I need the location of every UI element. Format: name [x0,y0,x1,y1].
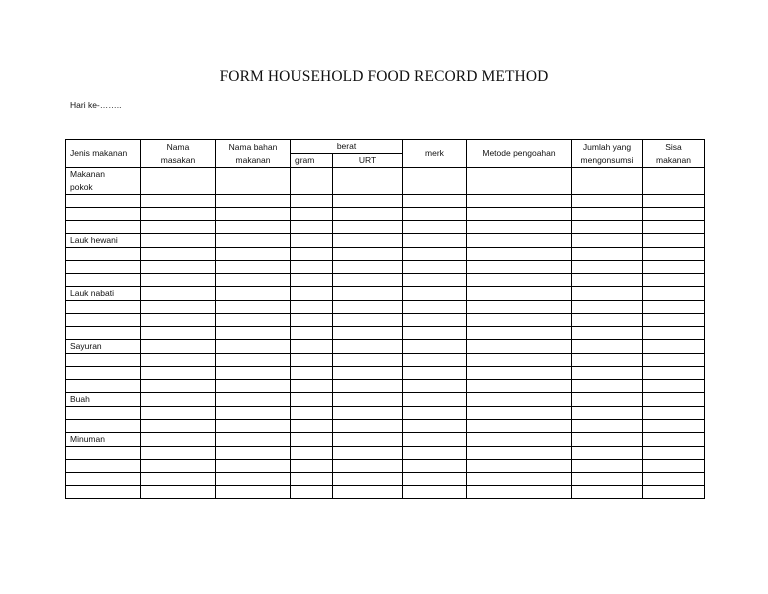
table-cell[interactable] [66,354,141,367]
table-cell[interactable] [333,420,403,433]
table-row [66,433,705,447]
table-cell[interactable] [572,340,643,354]
table-cell[interactable] [66,221,141,234]
table-cell[interactable] [141,420,216,433]
table-row [66,234,705,248]
table-cell[interactable] [333,208,403,221]
table-cell[interactable] [403,221,467,234]
table-cell[interactable] [467,248,572,261]
table-cell[interactable] [572,420,643,433]
table-cell[interactable] [141,327,216,340]
table-cell[interactable] [141,274,216,287]
table-cell[interactable] [291,261,333,274]
table-cell[interactable] [643,407,705,420]
table-cell[interactable] [467,354,572,367]
category-lauk-nabati: Lauk nabati [66,287,141,301]
header-nama-masakan: Nama masakan [141,140,216,168]
table-row [66,367,705,380]
table-cell[interactable] [66,274,141,287]
table-cell[interactable] [467,234,572,248]
table-cell[interactable] [467,433,572,447]
table-cell[interactable] [467,407,572,420]
table-cell[interactable] [467,314,572,327]
table-row [66,287,705,301]
table-cell[interactable] [333,340,403,354]
table-cell[interactable] [403,327,467,340]
table-cell[interactable] [216,393,291,407]
table-cell[interactable] [291,460,333,473]
table-cell[interactable] [467,460,572,473]
table-cell[interactable] [66,486,141,499]
table-cell[interactable] [403,447,467,460]
table-cell[interactable] [66,261,141,274]
table-cell[interactable] [572,380,643,393]
table-row [66,354,705,367]
table-cell[interactable] [141,407,216,420]
table-cell[interactable] [572,287,643,301]
table-cell[interactable] [216,473,291,486]
table-cell[interactable] [141,447,216,460]
table-cell[interactable] [643,208,705,221]
table-cell[interactable] [467,168,572,195]
header-gram: gram [291,154,333,168]
table-cell[interactable] [572,367,643,380]
table-cell[interactable] [66,301,141,314]
table-row [66,168,705,195]
table-cell[interactable] [572,274,643,287]
table-cell[interactable] [66,248,141,261]
table-cell[interactable] [333,274,403,287]
table-cell[interactable] [291,287,333,301]
table-cell[interactable] [643,367,705,380]
table-cell[interactable] [403,367,467,380]
table-cell[interactable] [141,248,216,261]
table-cell[interactable] [141,367,216,380]
table-cell[interactable] [403,354,467,367]
table-cell[interactable] [643,248,705,261]
table-cell[interactable] [66,367,141,380]
table-row [66,195,705,208]
table-cell[interactable] [403,473,467,486]
category-buah: Buah [66,393,141,407]
table-cell[interactable] [643,433,705,447]
table-cell[interactable] [333,234,403,248]
table-cell[interactable] [291,486,333,499]
table-cell[interactable] [66,420,141,433]
table-cell[interactable] [66,195,141,208]
header-merk: merk [403,140,467,168]
header-urt: URT [333,154,403,168]
table-cell[interactable] [333,168,403,195]
table-cell[interactable] [333,327,403,340]
table-cell[interactable] [467,367,572,380]
table-cell[interactable] [141,287,216,301]
table-cell[interactable] [141,195,216,208]
table-cell[interactable] [643,221,705,234]
table-row [66,274,705,287]
table-cell[interactable] [403,460,467,473]
table-cell[interactable] [467,380,572,393]
food-record-table [65,139,705,499]
table-cell[interactable] [216,367,291,380]
header-sisa-makanan: Sisa makanan [643,140,705,168]
table-cell[interactable] [291,301,333,314]
table-row [66,314,705,327]
table-cell[interactable] [291,168,333,195]
table-cell[interactable] [216,447,291,460]
header-jumlah-mengonsumsi: Jumlah yang mengonsumsi [572,140,643,168]
table-cell[interactable] [141,460,216,473]
table-cell[interactable] [467,274,572,287]
table-cell[interactable] [467,261,572,274]
table-cell[interactable] [403,433,467,447]
table-cell[interactable] [141,380,216,393]
table-cell[interactable] [643,340,705,354]
table-cell[interactable] [216,380,291,393]
table-cell[interactable] [403,208,467,221]
table-cell[interactable] [467,327,572,340]
table-cell[interactable] [333,287,403,301]
table-cell[interactable] [216,168,291,195]
table-cell[interactable] [216,340,291,354]
table-row [66,380,705,393]
table-cell[interactable] [216,407,291,420]
table-cell[interactable] [66,208,141,221]
table-cell[interactable] [291,314,333,327]
table-cell[interactable] [643,447,705,460]
table-cell[interactable] [216,327,291,340]
table-cell[interactable] [291,248,333,261]
table-row [66,327,705,340]
table-cell[interactable] [467,486,572,499]
table-cell[interactable] [291,433,333,447]
table-cell[interactable] [291,340,333,354]
table-cell[interactable] [216,261,291,274]
table-cell[interactable] [467,221,572,234]
table-cell[interactable] [216,208,291,221]
table-cell[interactable] [403,340,467,354]
table-cell[interactable] [141,301,216,314]
header-jenis-makanan: Jenis makanan [66,140,141,168]
table-cell[interactable] [333,433,403,447]
table-cell[interactable] [333,460,403,473]
table-cell[interactable] [333,367,403,380]
table-cell[interactable] [403,301,467,314]
table-cell[interactable] [141,234,216,248]
table-cell[interactable] [572,473,643,486]
category-lauk-hewani: Lauk hewani [66,234,141,248]
table-cell[interactable] [403,261,467,274]
header-metode-pengolahan: Metode pengoahan [467,140,572,168]
table-cell[interactable] [141,168,216,195]
table-cell[interactable] [572,195,643,208]
table-cell[interactable] [643,195,705,208]
table-cell[interactable] [403,420,467,433]
table-cell[interactable] [643,354,705,367]
table-cell[interactable] [291,208,333,221]
table-cell[interactable] [66,447,141,460]
table-cell[interactable] [291,274,333,287]
table-cell[interactable] [403,407,467,420]
table-cell[interactable] [216,354,291,367]
table-cell[interactable] [291,420,333,433]
table-cell[interactable] [216,195,291,208]
table-cell[interactable] [333,248,403,261]
table-cell[interactable] [467,420,572,433]
table-cell[interactable] [572,460,643,473]
table-cell[interactable] [141,486,216,499]
table-cell[interactable] [216,234,291,248]
table-cell[interactable] [403,195,467,208]
table-cell[interactable] [572,301,643,314]
table-cell[interactable] [333,354,403,367]
table-cell[interactable] [333,221,403,234]
table-cell[interactable] [216,314,291,327]
table-cell[interactable] [291,195,333,208]
table-cell[interactable] [572,208,643,221]
table-cell[interactable] [333,195,403,208]
table-cell[interactable] [333,407,403,420]
table-cell[interactable] [141,221,216,234]
table-cell[interactable] [572,261,643,274]
table-row [66,420,705,433]
table-cell[interactable] [333,393,403,407]
table-cell[interactable] [333,314,403,327]
table-cell[interactable] [66,314,141,327]
table-cell[interactable] [572,314,643,327]
table-cell[interactable] [291,234,333,248]
table-cell[interactable] [403,393,467,407]
table-cell[interactable] [216,248,291,261]
table-cell[interactable] [572,447,643,460]
table-cell[interactable] [141,314,216,327]
table-cell[interactable] [403,287,467,301]
table-cell[interactable] [216,274,291,287]
table-cell[interactable] [141,393,216,407]
table-cell[interactable] [291,380,333,393]
table-row [66,221,705,234]
table-cell[interactable] [333,301,403,314]
table-cell[interactable] [403,234,467,248]
table-row [66,460,705,473]
table-cell[interactable] [643,380,705,393]
table-cell[interactable] [66,460,141,473]
table-cell[interactable] [572,393,643,407]
table-cell[interactable] [291,221,333,234]
table-cell[interactable] [467,208,572,221]
table-cell[interactable] [467,447,572,460]
table-cell[interactable] [333,380,403,393]
table-cell[interactable] [403,314,467,327]
table-cell[interactable] [141,433,216,447]
table-row [66,407,705,420]
table-cell[interactable] [467,287,572,301]
table-row [66,261,705,274]
table-cell[interactable] [333,486,403,499]
table-cell[interactable] [572,234,643,248]
day-label: Hari ke-…….. [70,100,122,110]
table-cell[interactable] [467,340,572,354]
table-cell[interactable] [403,168,467,195]
table-cell[interactable] [572,433,643,447]
table-cell[interactable] [643,287,705,301]
table-cell[interactable] [66,327,141,340]
form-title: FORM HOUSEHOLD FOOD RECORD METHOD [219,68,549,85]
category-makanan-pokok: Makanan pokok [66,168,141,195]
table-cell[interactable] [572,168,643,195]
table-cell[interactable] [291,393,333,407]
table-cell[interactable] [572,407,643,420]
table-cell[interactable] [643,473,705,486]
table-cell[interactable] [643,274,705,287]
table-cell[interactable] [216,433,291,447]
table-row [66,473,705,486]
table-cell[interactable] [291,327,333,340]
table-cell[interactable] [291,354,333,367]
table-cell[interactable] [141,354,216,367]
table-cell[interactable] [467,393,572,407]
table-cell[interactable] [572,486,643,499]
table-cell[interactable] [66,473,141,486]
table-cell[interactable] [403,486,467,499]
table-cell[interactable] [216,287,291,301]
table-cell[interactable] [141,208,216,221]
table-cell[interactable] [291,473,333,486]
table-cell[interactable] [291,407,333,420]
table-row [66,208,705,221]
table-cell[interactable] [216,420,291,433]
table-cell[interactable] [333,261,403,274]
table-cell[interactable] [66,380,141,393]
table-cell[interactable] [643,327,705,340]
table-cell[interactable] [643,460,705,473]
table-cell[interactable] [291,447,333,460]
table-cell[interactable] [291,367,333,380]
table-cell[interactable] [643,393,705,407]
table-cell[interactable] [467,195,572,208]
header-berat: berat [291,140,403,154]
table-cell[interactable] [467,473,572,486]
table-cell[interactable] [643,420,705,433]
table-cell[interactable] [66,407,141,420]
table-cell[interactable] [216,301,291,314]
table-row [66,447,705,460]
table-cell[interactable] [333,447,403,460]
table-cell[interactable] [141,473,216,486]
table-row [66,301,705,314]
table-cell[interactable] [216,221,291,234]
table-row [66,393,705,407]
table-cell[interactable] [643,314,705,327]
table-cell[interactable] [643,261,705,274]
table-cell[interactable] [643,301,705,314]
table-cell[interactable] [216,460,291,473]
table-cell[interactable] [216,486,291,499]
table-row [66,486,705,499]
table-cell[interactable] [403,274,467,287]
table-row [66,248,705,261]
table-cell[interactable] [572,327,643,340]
table-cell[interactable] [643,486,705,499]
table-cell[interactable] [643,234,705,248]
table-cell[interactable] [141,261,216,274]
table-cell[interactable] [572,221,643,234]
table-cell[interactable] [403,380,467,393]
table-cell[interactable] [467,301,572,314]
table-cell[interactable] [403,248,467,261]
table-cell[interactable] [333,473,403,486]
category-sayuran: Sayuran [66,340,141,354]
table-row [66,340,705,354]
table-cell[interactable] [643,168,705,195]
category-minuman: Minuman [66,433,141,447]
table-cell[interactable] [141,340,216,354]
table-cell[interactable] [572,248,643,261]
header-nama-bahan-makanan: Nama bahan makanan [216,140,291,168]
table-cell[interactable] [572,354,643,367]
